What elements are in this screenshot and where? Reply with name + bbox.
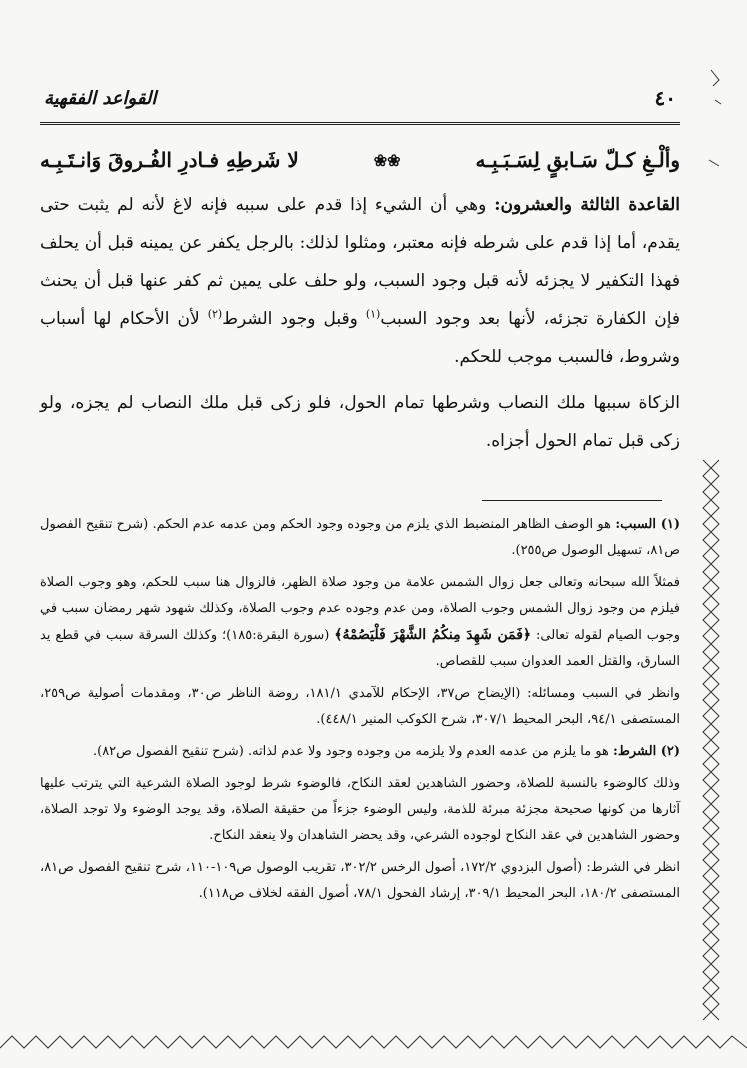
footnote-marker-2[interactable]: (٢) (207, 307, 223, 321)
poem-verse (40, 140, 680, 180)
footnote-2-references: انظر في الشرط: (أصول البزدوي ١٧٢/٢، أصول الرخس ٣٠٢/٢، تقريب الوصول ص١٠٩-١١٠، شرح تنقيح الفصول ص٨١، المستصفى ١٨٠/٢، البحر المحيط ٣٠٩/١، إرشاد الفحول ٧٨/١، أصول الفقه لخلاف ص١١٨). (40, 860, 680, 901)
footnote-1-example-text-b: (سورة البقرة:١٨٥)؛ وكذلك السرقة سبب في قطع يد السارق، والقتل العمد العدوان سبب للقصاص. (40, 628, 680, 669)
footnote-2-label: (٢) الشرط: (613, 744, 680, 759)
page-number: ٤٠ (654, 86, 676, 110)
rule-name: القاعدة الثالثة والعشرون: (494, 195, 680, 215)
rule-text-part1: وهي أن الشيء إذا قدم على سببه فإنه لاغ لأنه لم يثبت حتى يقدم، أما إذا قدم على شرطه فإنه معتبر، ومثلوا لذلك: بالرجل يكفر عن يمينه قبل أن يحلف فهذا التكفير لا يجزئه لأنه قبل وجود السبب، ولو حلف على يمين ثم كفر عنها قبل أن يحنث فإن الكفارة تجزئه، لأنها بعد وجود السبب (40, 195, 681, 329)
footnote-2-text: هو ما يلزم من عدمه العدم ولا يلزمه من وجوده وجود ولا عدم لذاته. (شرح تنقيح الفصول ص٨٢). (92, 744, 614, 759)
main-text (40, 186, 680, 460)
footnote-2-definition (40, 739, 680, 765)
running-title: القواعد الفقهية (44, 88, 157, 109)
footnote-marker-1[interactable]: (١) (365, 307, 381, 321)
footnote-2-example: وذلك كالوضوء بالنسبة للصلاة، وحضور الشاهدين لعقد النكاح، فالوضوء شرط لوجود الصلاة الشرعية التي يترتب عليها آثارها من كونها صحيحة مجزئة مبرئة للذمة، وليس الوضوء جزءاً من حقيقة الصلاة، وقد يوجد الوضوء ولا توجد الصلاة، وحضور الشاهدين في عقد النكاح لوجوده الشرعي، وقد يحضر الشاهدان ولا ينعقد النكاح. (40, 776, 680, 843)
example-paragraph: الزكاة سببها ملك النصاب وشرطها تمام الحول، فلو زكى قبل ملك النصاب لم يجزه، ولو زكى قبل تمام الحول أجزاه. (40, 393, 680, 451)
rule-text-part3: لأن الأحكام لها أسباب وشروط، فالسبب موجب للحكم. (40, 309, 680, 367)
footnote-1-definition (40, 512, 680, 564)
verse-second-hemistich: لا شَرطِهِ فـادرِ الفُـروقَ وَانـتَـبِـه (40, 148, 299, 172)
footnotes (40, 512, 680, 907)
decorative-border-bottom (0, 1018, 747, 1068)
footnote-1-references: وانظر في السبب ومسائله: (الإيضاح ص٣٧، الإحكام للآمدي ١٨١/١، روضة الناظر ص٣٠، ومقدمات أصولية ص٢٥٩، المستصفى ٩٤/١، البحر المحيط ٣٠٧/١، شرح الكوكب المنير ٤٤٨/١). (40, 686, 680, 727)
footnote-separator (482, 500, 662, 501)
rule-text-part2: وقبل وجود الشرط (222, 309, 366, 329)
footnote-1-example-text-a: فمثلاً الله سبحانه وتعالى جعل زوال الشمس علامة من وجود صلاة الظهر، فالزوال هنا سبب للحكم، وهو وجوب الصلاة فيلزم من وجود زوال الشمس وجوب الصلاة، ومن عدم وجوده عدم وجوب الصلاة، وكذلك شهود شهر رمضان سبب في وجوب الصيام لقوله تعالى: (40, 575, 680, 643)
quran-verse: ﴿فَمَن شَهِدَ مِنكُمُ الشَّهْرَ فَلْيَصُمْهُ﴾ (334, 627, 532, 643)
rule-paragraph (40, 186, 680, 376)
verse-first-hemistich: وألْـغِ كـلّ سَـابقٍ لِسَـبَـبِـه (475, 148, 680, 172)
footnote-1-text: هو الوصف الظاهر المنضبط الذي يلزم من وجوده وجود الحكم ومن عدمه عدم الحكم. (شرح تنقيح الفصول ص٨١، تسهيل الوصول ص٢٥٥). (40, 517, 680, 558)
verse-ornament: ❀❀ (373, 150, 401, 170)
decorative-border-right (691, 40, 747, 1040)
footnote-1-label: (١) السبب: (615, 517, 681, 532)
footnote-1-example (40, 570, 680, 675)
page-header (40, 82, 680, 125)
